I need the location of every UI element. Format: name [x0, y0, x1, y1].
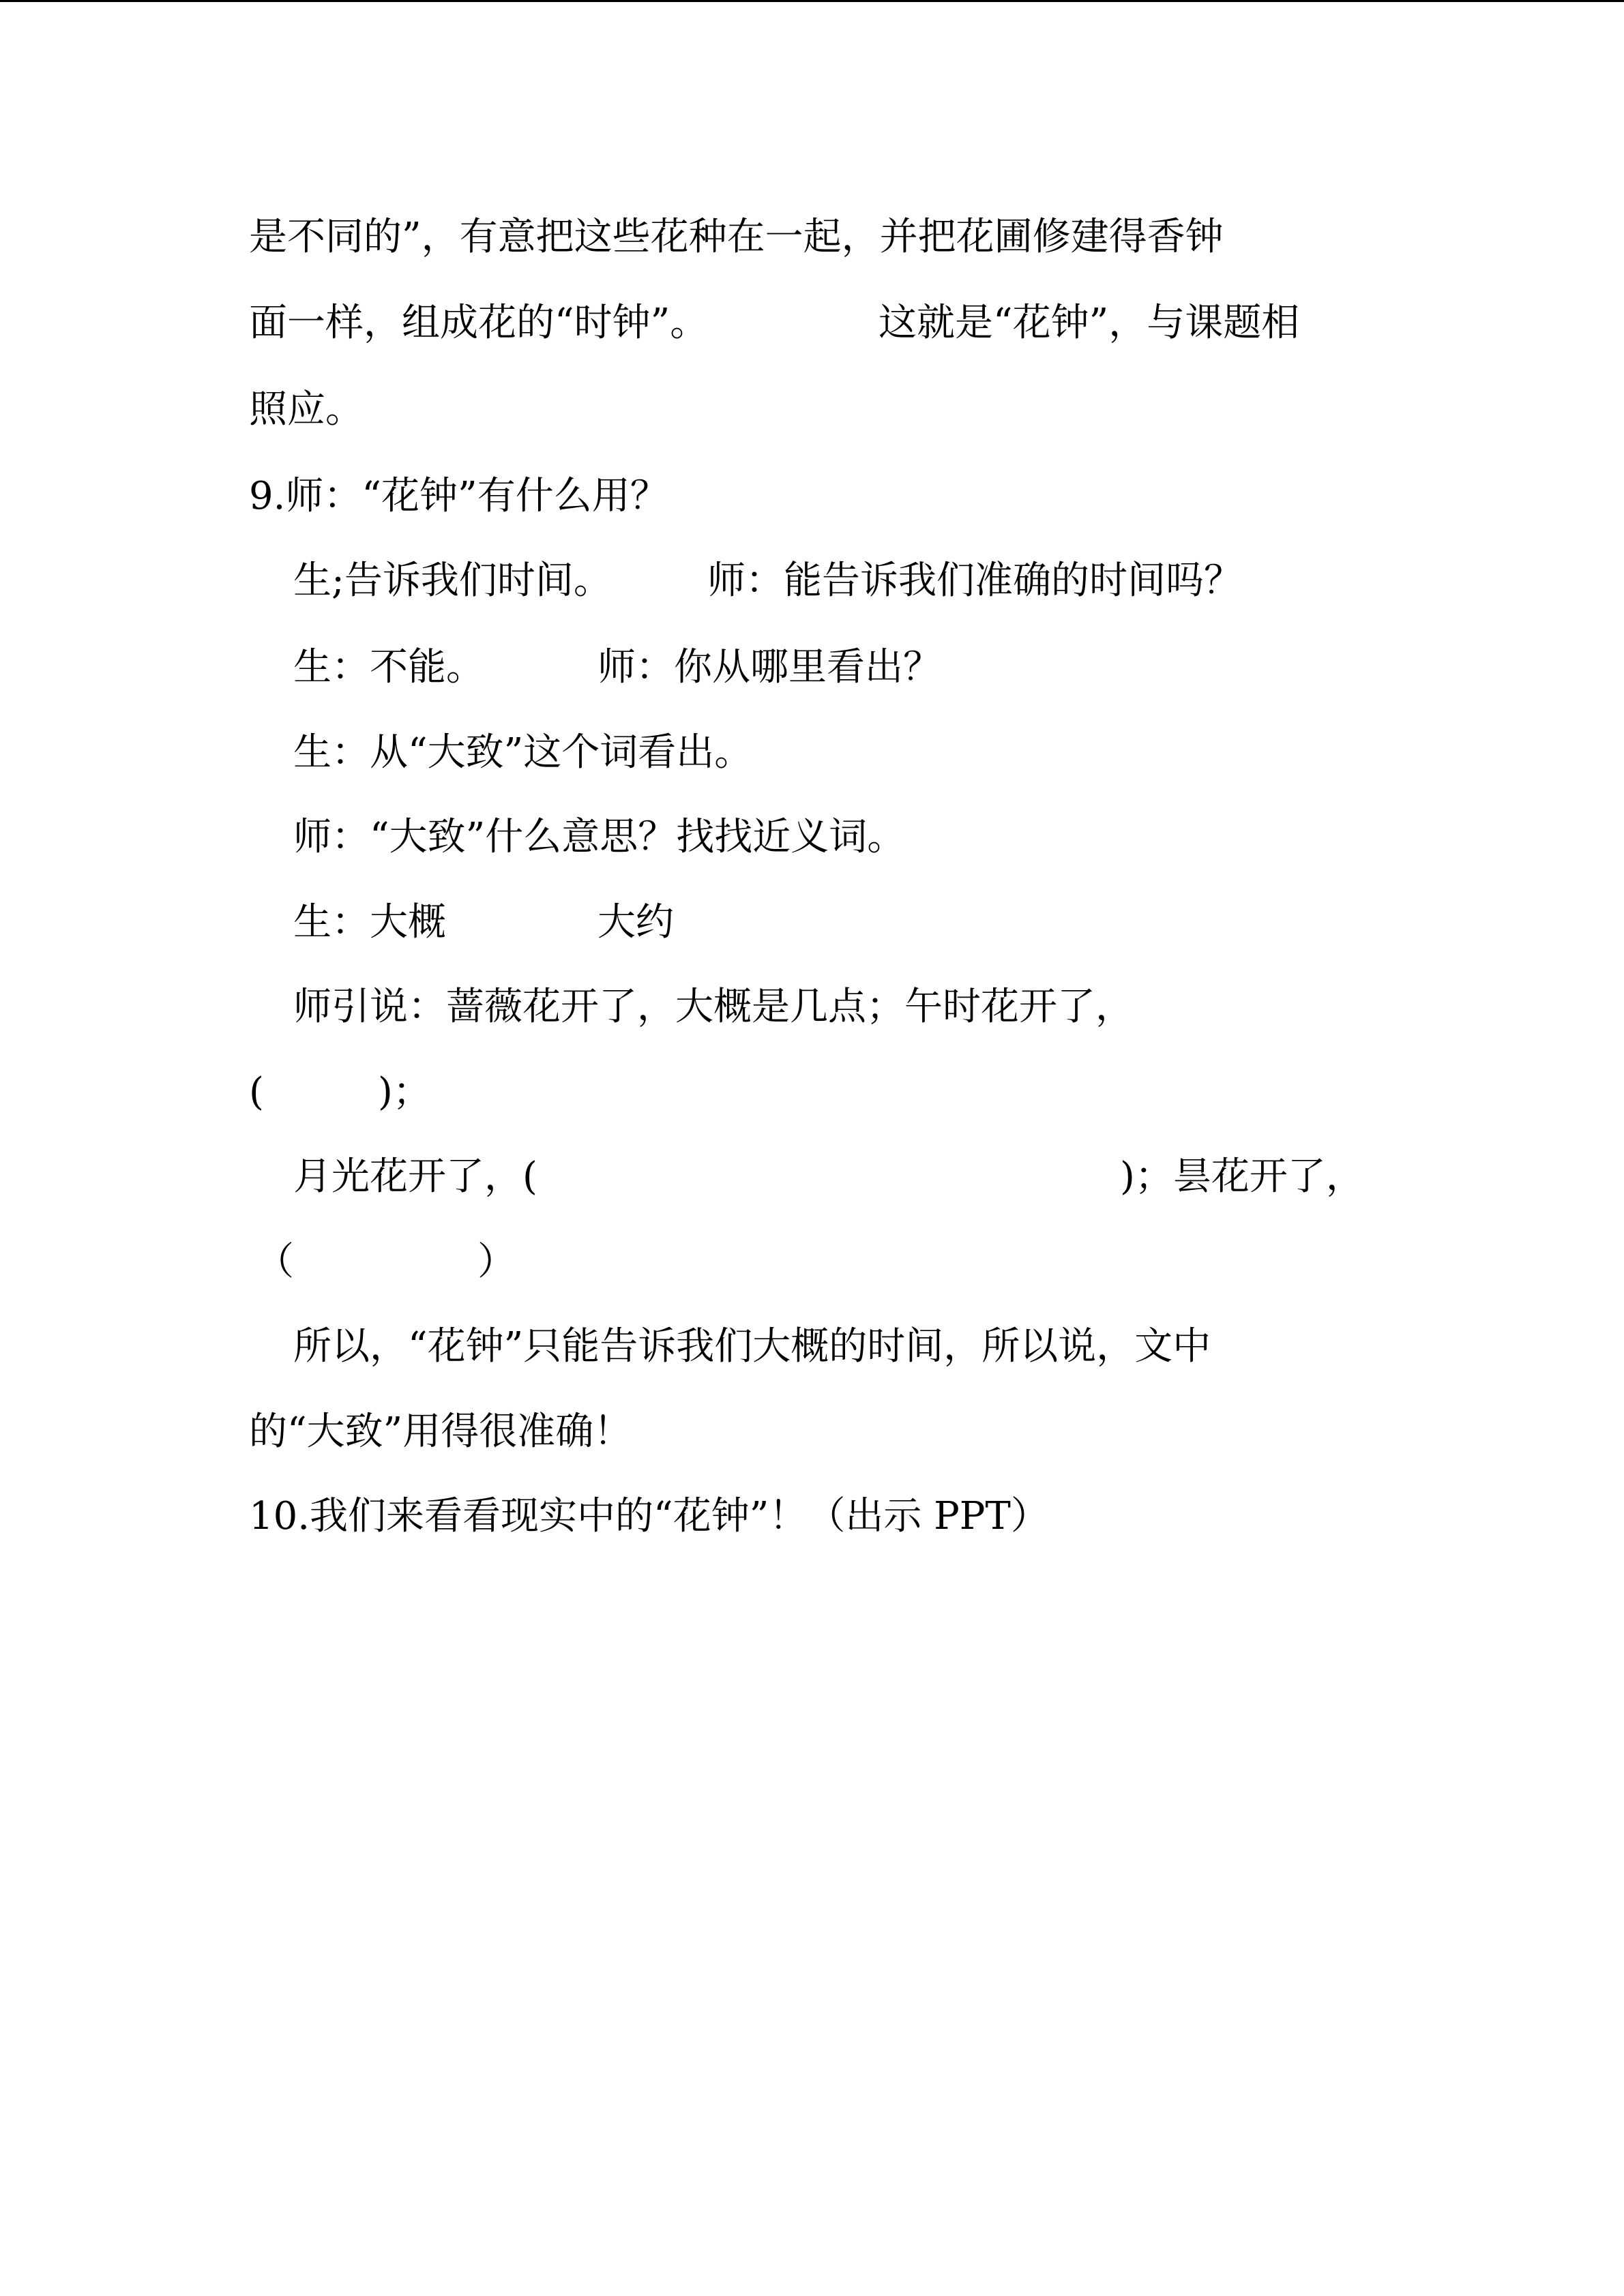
dialogue-line: )；昙花开了， — [1120, 1154, 1364, 1199]
question-heading: 10.我们来看看现实中的“花钟”！（出示 PPT） — [249, 1494, 1049, 1538]
top-border-line — [0, 0, 1624, 2]
paragraph-line: 是不同的”，有意把这些花种在一起，并把花圃修建得香钟 — [249, 215, 1224, 259]
dialogue-line: 生：不能。 — [293, 645, 484, 689]
blank-bracket-close: )； — [378, 1070, 431, 1114]
blank-bracket-open: ( — [249, 1070, 264, 1114]
question-heading: 9.师：“花钟”有什么用？ — [249, 474, 668, 518]
paragraph-line: 这就是“花钟”，与课题相 — [879, 301, 1300, 345]
dialogue-line: 生;告诉我们时间。 — [293, 558, 612, 603]
paragraph-line: 面一样，组成花的“时钟”。 — [249, 301, 709, 345]
dialogue-line: 师：能告诉我们准确的时间吗？ — [707, 558, 1242, 603]
dialogue-line: 生：大概 — [293, 900, 446, 944]
blank-bracket-close: ） — [477, 1240, 516, 1284]
dialogue-line: 月光花开了，( — [293, 1154, 537, 1199]
dialogue-line: 师：你从哪里看出？ — [597, 645, 941, 689]
paragraph-line: 的“大致”用得很准确！ — [249, 1410, 632, 1454]
dialogue-line: 师引说：蔷薇花开了，大概是几点；午时花开了， — [293, 985, 1134, 1029]
paragraph-line: 照应。 — [249, 387, 364, 432]
dialogue-line: 大约 — [597, 900, 674, 944]
dialogue-line: 生：从“大致”这个词看出。 — [293, 730, 753, 775]
paragraph-line: 所以，“花钟”只能告诉我们大概的时间，所以说，文中 — [293, 1324, 1211, 1369]
dialogue-line: 师：“大致”什么意思？找找近义词。 — [293, 815, 906, 859]
blank-bracket-open: （ — [256, 1240, 294, 1284]
